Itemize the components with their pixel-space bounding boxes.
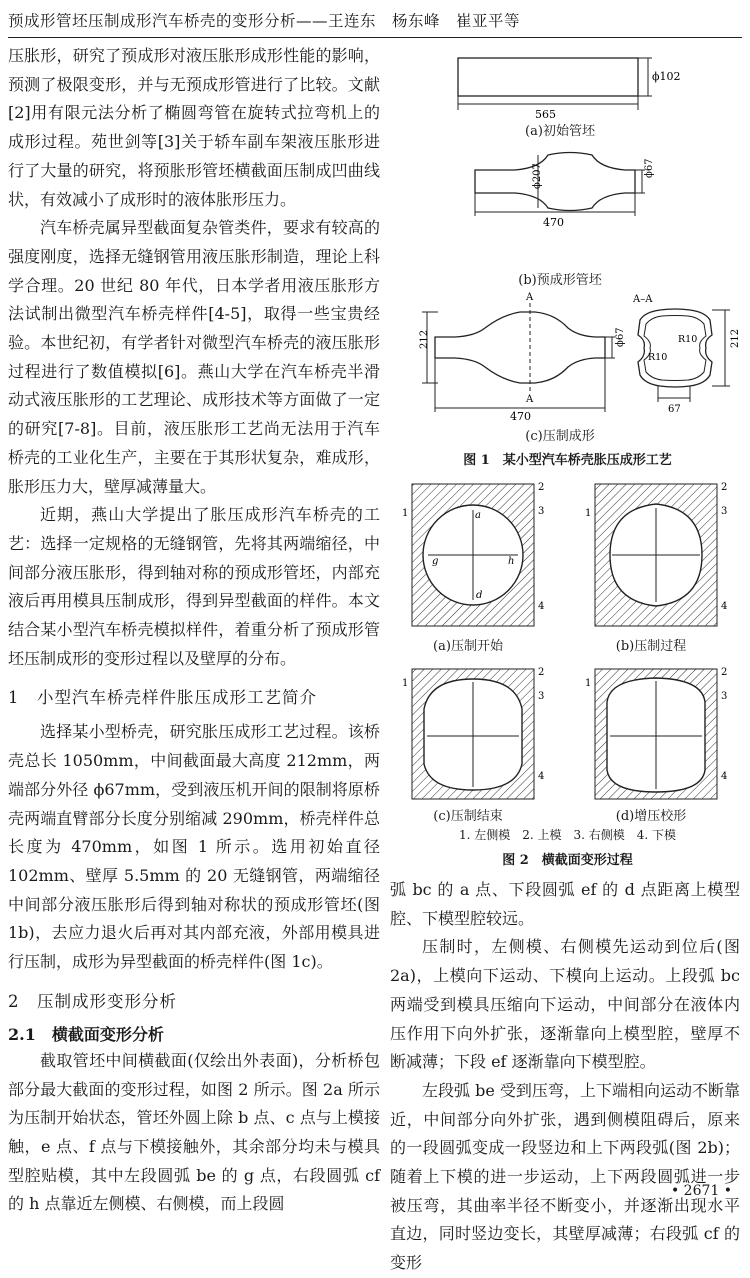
panel-a xyxy=(402,482,544,626)
section-mark: A xyxy=(526,394,534,405)
figure-caption: (c)压制成形 xyxy=(525,429,595,444)
panel-d xyxy=(585,667,727,799)
section-heading: 1 小型汽车桥壳样件胀压成形工艺简介 xyxy=(8,688,317,708)
figure-caption: (d)增压校形 xyxy=(615,809,687,824)
figure-title: 图 1 某小型汽车桥壳胀压成形工艺 xyxy=(463,453,672,468)
dim-label: 212 xyxy=(730,328,741,348)
svg-text:4: 4 xyxy=(538,601,545,612)
paragraph: 左段弧 be 受到压弯，上下端相向运动不断靠近，中间部分向外扩张，遇到侧模阻碍后，原来的一段圆弧变成一段竖边和上下两段弧(图 2b)；随着上下模的进一步运动，上下两段圆弧进一步被压弯，其曲率半径不断变小，并逐渐出现水平直边，同时竖边变长，其壁厚减薄；右段弧 cf 的变形 xyxy=(390,1080,740,1273)
section-label: A–A xyxy=(633,294,653,305)
figure-caption: (b)预成形管坯 xyxy=(518,273,602,288)
svg-text:2: 2 xyxy=(538,482,545,493)
svg-text:4: 4 xyxy=(538,771,545,782)
panel-b xyxy=(585,482,727,626)
dim-label: R10 xyxy=(678,334,698,345)
svg-text:3: 3 xyxy=(538,691,545,702)
svg-text:h: h xyxy=(508,556,515,567)
svg-text:2: 2 xyxy=(721,482,728,493)
paragraph: 压胀形，研究了预成形对液压胀形成形性能的影响，预测了极限变形，并与无预成形管进行了比较。文献[2]用有限元法分析了椭圆弯管在旋转式拉弯机上的成形过程。苑世剑等[3]关于轿车副车架液压胀形进行了大量的研究，将预胀形管坯横截面压制成凹曲线状，有效减小了成形时的液体胀形压力。 xyxy=(8,46,380,209)
panel-c xyxy=(402,667,544,799)
section-mark: A xyxy=(526,292,534,303)
dim-label: ϕ102 xyxy=(652,70,681,83)
dim-label: ϕ207 xyxy=(532,163,543,189)
figure-title: 图 2 横截面变形过程 xyxy=(502,853,633,868)
paragraph: 弧 bc 的 a 点、下段圆弧 ef 的 d 点距离上模型腔、下模型腔较远。 xyxy=(390,880,740,928)
running-header: 预成形管坯压制成形汽车桥壳的变形分析——王连东 杨东峰 崔亚平等 xyxy=(8,6,742,38)
svg-text:3: 3 xyxy=(721,691,728,702)
svg-text:3: 3 xyxy=(721,506,728,517)
figure-caption: (a)压制开始 xyxy=(433,639,503,654)
svg-text:2: 2 xyxy=(538,667,545,678)
paragraph: 近期，燕山大学提出了胀压成形汽车桥壳的工艺：选择一定规格的无缝钢管，先将其两端缩径，中间部分液压胀形，得到轴对称的预成形管坯，内部充液后再用模具压制成形，得到异型截面的样件。本文结合某小型汽车桥壳模拟样件，着重分析了预成形管坯压制成形的变形过程以及壁厚的分布。 xyxy=(8,505,380,668)
subsection-heading: 2.1 横截面变形分析 xyxy=(8,1024,164,1044)
dim-label: R10 xyxy=(648,352,668,363)
svg-text:g: g xyxy=(432,556,439,567)
left-column xyxy=(8,42,380,1219)
figure-caption: (a)初始管坯 xyxy=(525,124,595,139)
svg-text:3: 3 xyxy=(538,506,545,517)
svg-text:1: 1 xyxy=(585,508,592,519)
svg-text:4: 4 xyxy=(721,601,728,612)
dim-label: 67 xyxy=(668,404,681,415)
dim-label: ϕ67 xyxy=(644,158,655,178)
figure-legend: 1. 左侧模 2. 上模 3. 右侧模 4. 下模 xyxy=(458,828,677,842)
dim-label: 565 xyxy=(535,108,556,121)
figure-caption: (b)压制过程 xyxy=(615,639,687,654)
svg-text:a: a xyxy=(475,510,481,521)
dim-label: 470 xyxy=(543,216,564,229)
paragraph: 压制时，左侧模、右侧模先运动到位后(图 2a)，上模向下运动、下模向上运动。上段弧 bc 两端受到模具压缩向下运动，中间部分在液体内压作用下向外扩张，逐渐靠向上模型腔，壁厚不断减薄；下段 ef 逐渐靠向下模型腔。 xyxy=(390,937,740,1072)
paragraph: 汽车桥壳属异型截面复杂管类件，要求有较高的强度刚度，选择无缝钢管用液压胀形制造，理论上科学合理。20 世纪 80 年代，日本学者用液压胀形方法试制出微型汽车桥壳样件[4-5]，取得一些宝贵经验。本世纪初，有学者针对微型汽车桥壳的液压胀形过程进行了数值模拟[6]。燕山大学在汽车桥壳半滑动式液压胀形的工艺理论、成形技术等方面做了一定的研究[7-8]。目前，液压胀形工艺尚无法用于汽车桥壳的工业化生产，主要在于其形状复杂，难成形，胀形压力大，壁厚减薄量大。 xyxy=(8,218,380,496)
svg-text:2: 2 xyxy=(721,667,728,678)
right-column xyxy=(390,876,740,1278)
svg-text:1: 1 xyxy=(585,678,592,689)
svg-text:d: d xyxy=(476,590,483,601)
svg-text:1: 1 xyxy=(402,508,409,519)
dim-label: ϕ67 xyxy=(615,327,626,347)
section-heading: 2 压制成形变形分析 xyxy=(8,991,177,1011)
dim-label: 212 xyxy=(419,329,430,349)
page-number: • 2671 • xyxy=(670,1183,732,1199)
paragraph: 选择某小型桥壳，研究胀压成形工艺过程。该桥壳总长 1050mm，中间截面最大高度 212mm，两端部分外径 ϕ67mm，受到液压机开间的限制将原桥壳两端直臂部分长度分别缩减 290mm，桥壳样件总长度为 470mm，如图 1 所示。选用初始直径 102mm、壁厚 5.5mm 的 20 无缝钢管，两端缩径中间部分液压胀形后得到轴对称状的预成形管坯(图 1b)，去应力退火后再对其内部充液，外部用模具进行压制，成形为异型截面的桥壳样件(图 1c)。 xyxy=(8,722,380,972)
paragraph: 截取管坯中间横截面(仅绘出外表面)，分析桥包部分最大截面的变形过程，如图 2 所示。图 2a 所示为压制开始状态，管坯外圆上除 b 点、c 点与上模接触，e 点、f 点与下模接触外，其余部分均未与模具型腔贴模，其中左段圆弧 be 的 g 点，右段圆弧 cf 的 h 点靠近左侧模、右侧模，而上段圆 xyxy=(8,1050,380,1214)
figure-1-drawings xyxy=(390,40,745,460)
dim-label: 470 xyxy=(510,410,531,423)
svg-text:1: 1 xyxy=(402,678,409,689)
figure-caption: (c)压制结束 xyxy=(433,809,503,824)
svg-text:4: 4 xyxy=(721,771,728,782)
